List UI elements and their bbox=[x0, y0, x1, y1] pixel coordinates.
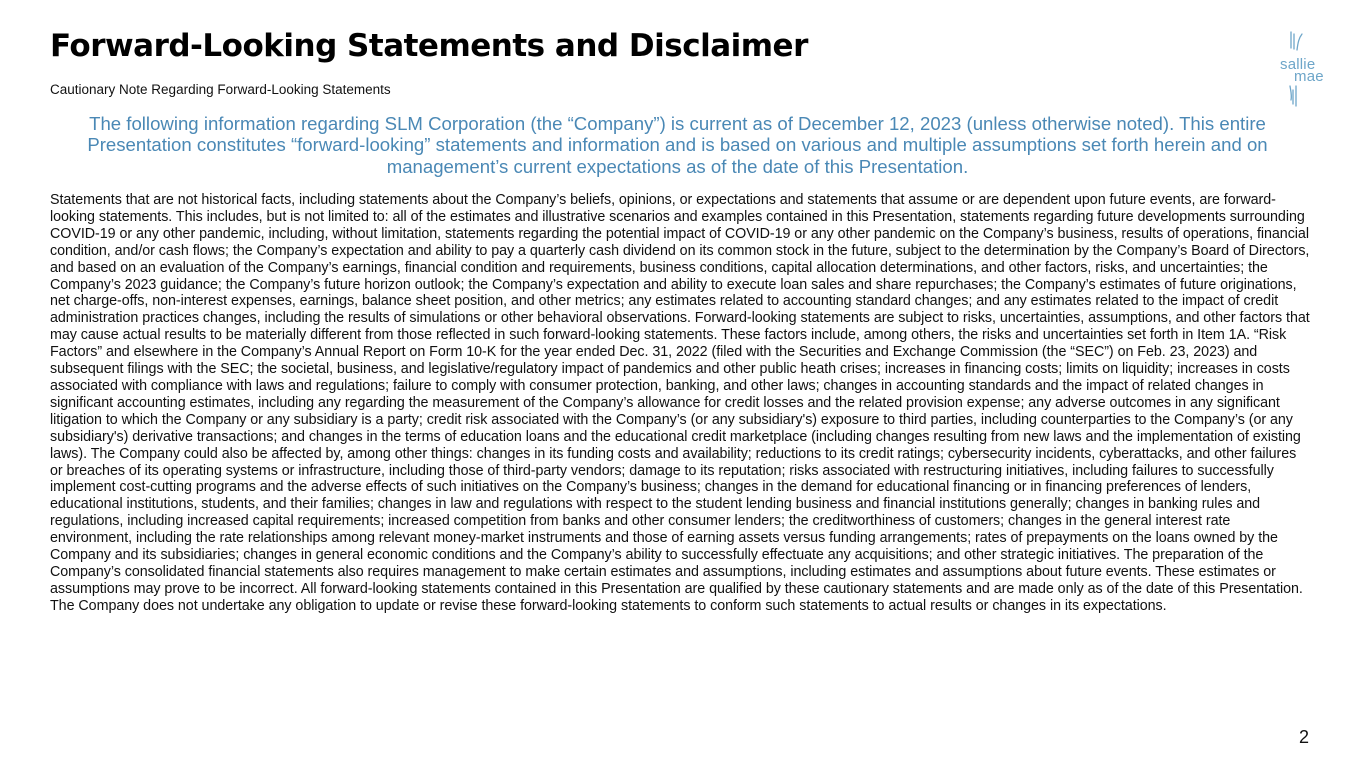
slide-title: Forward-Looking Statements and Disclaimer bbox=[50, 28, 808, 64]
page-number: 2 bbox=[1299, 727, 1310, 747]
slide-subtitle: Cautionary Note Regarding Forward-Looking Statements bbox=[50, 82, 391, 97]
logo-word-mae: mae bbox=[1294, 68, 1324, 85]
intro-statement: The following information regarding SLM Corporation (the “Company”) is current as of December 12, 2023 (unless otherwise noted). This entire Presentation constitutes “forward-looking” statements and information and is based on various and multiple assumptions set forth herein and on management’s current expectations as of the date of this Presentation. bbox=[87, 113, 1268, 177]
logo-word-sallie: sallie bbox=[1280, 56, 1316, 73]
disclaimer-body: Statements that are not historical facts, including statements about the Company’s beliefs, opinions, or expectations and statements that assume or are dependent upon future events, are forward-looking statements. This includes, but is not limited to: all of the estimates and illustrative scenarios and examples contained in this Presentation, statements regarding future developments surrounding COVID-19 or any other pandemic, including, without limitation, statements regarding the potential impact of COVID-19 or any other pandemic on the Company’s business, results of operations, financial condition, and/or cash flows; the Company’s expectation and ability to pay a quarterly cash dividend on its common stock in the future, subject to the determination by the Company’s Board of Directors, and based on an evaluation of the Company’s earnings, financial condition and requirements, business conditions, capital allocation determinations, and other factors, risks, and uncertainties; the Company’s 2023 guidance; the Company’s future horizon outlook; the Company’s expectation and ability to execute loan sales and share repurchases; the Company’s estimates of future originations, net charge-offs, non-interest expenses, earnings, balance sheet position, and other metrics; any estimates related to accounting standard changes; and any estimates related to the impact of credit administration practices changes, including the results of simulations or other behavioral observations. Forward-looking statements are subject to risks, uncertainties, assumptions, and other factors that may cause actual results to be materially different from those reflected in such forward-looking statements. These factors include, among others, the risks and uncertainties set forth in Item 1A. “Risk Factors” and elsewhere in the Company’s Annual Report on Form 10-K for the year ended Dec. 31, 2022 (filed with the Securities and Exchange Commission (the “SEC”) on Feb. 23, 2023) and subsequent filings with the SEC; the societal, business, and legislative/regulatory impact of pandemics and other public heath crises; increases in financing costs; limits on liquidity; increases in costs associated with compliance with laws and regulations; failure to comply with consumer protection, banking, and other laws; changes in accounting standards and the impact of related changes in significant accounting estimates, including any regarding the measurement of the Company’s allowance for credit losses and the related provision expense; any adverse outcomes in any significant litigation to which the Company or any subsidiary is a party; credit risk associated with the Company’s (or any subsidiary's) exposure to third parties, including counterparties to the Company’s (or any subsidiary's) derivative transactions; and changes in the terms of education loans and the educational credit marketplace (including changes resulting from new laws and the implementation of existing laws). The Company could also be affected by, among other things: changes in its funding costs and availability; reductions to its credit ratings; cybersecurity incidents, cyberattacks, and other failures or breaches of its operating systems or infrastructure, including those of third-party vendors; damage to its reputation; risks associated with restructuring initiatives, including failures to successfully implement cost-cutting programs and the adverse effects of such initiatives on the Company’s business; changes in the demand for educational financing or in financing preferences of lenders, educational institutions, students, and their families; changes in law and regulations with respect to the student lending business and financial institutions generally; changes in banking rules and regulations, including increased capital requirements; increased competition from banks and other consumer lenders; the creditworthiness of customers; changes in the general interest rate environment, including the rate relationships among relevant money-market instruments and those of earning assets versus funding arrangements; rates of prepayments on the loans owned by the Company and its subsidiaries; changes in general economic conditions and the Company’s ability to successfully effectuate any acquisitions; and other strategic initiatives. The preparation of the Company’s consolidated financial statements also requires management to make certain estimates and assumptions, including estimates and assumptions about future events. These estimates or assumptions may prove to be incorrect. All forward-looking statements contained in this Presentation are qualified by these cautionary statements and are made only as of the date of this Presentation. The Company does not undertake any obligation to update or revise these forward-looking statements to conform such statements to actual results or changes in its expectations. bbox=[50, 192, 1310, 614]
sallie-mae-logo bbox=[1274, 28, 1340, 108]
